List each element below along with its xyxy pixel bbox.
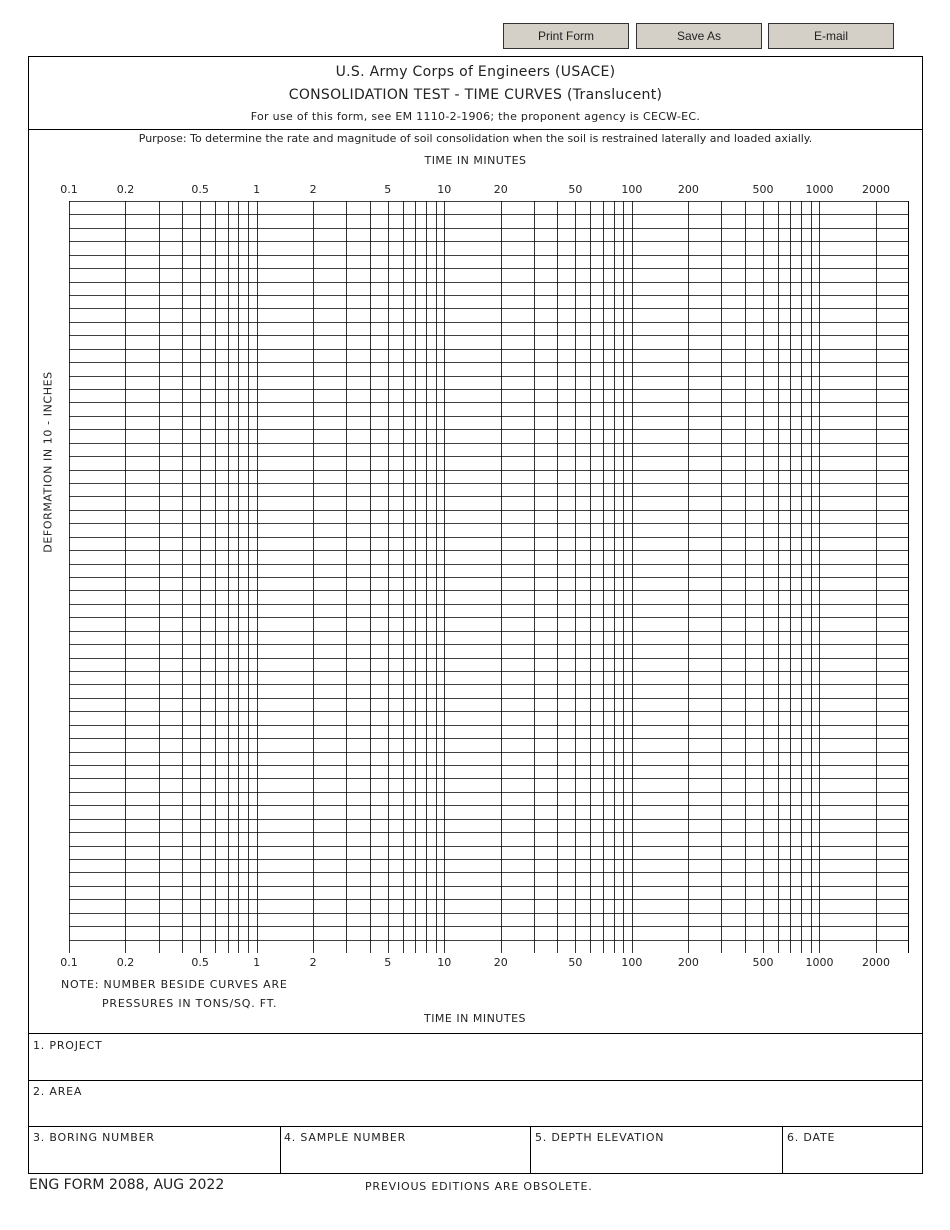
x-axis-title-bottom: TIME IN MINUTES — [423, 1012, 527, 1025]
header-divider — [29, 129, 922, 130]
fields-divider-2 — [29, 1126, 922, 1127]
x-tick-label: 0.2 — [116, 956, 135, 969]
fields-top-divider — [29, 1033, 922, 1034]
x-tick-label: 2000 — [861, 956, 890, 969]
x-tick-label: 0.1 — [60, 956, 78, 969]
fields-divider-1 — [29, 1080, 922, 1081]
obsolete-notice: PREVIOUS EDITIONS ARE OBSOLETE. — [365, 1180, 593, 1193]
x-tick-label: 10 — [437, 956, 452, 969]
x-tick-label: 20 — [493, 956, 508, 969]
plot-grid — [69, 201, 909, 953]
x-tick-label: 0.2 — [116, 183, 135, 196]
save-as-button[interactable]: Save As — [636, 23, 762, 49]
boring-number-field[interactable]: 3. BORING NUMBER — [33, 1131, 155, 1144]
x-tick-label: 50 — [568, 183, 583, 196]
x-tick-label: 1 — [253, 956, 261, 969]
print-form-button[interactable]: Print Form — [503, 23, 629, 49]
x-tick-label: 20 — [493, 183, 508, 196]
x-tick-label: 0.5 — [191, 183, 209, 196]
x-tick-label: 0.5 — [191, 956, 209, 969]
purpose-text: Purpose: To determine the rate and magnitude of soil consolidation when the soil is restrained laterally and loaded axially. — [138, 132, 813, 145]
x-tick-label: 100 — [621, 183, 643, 196]
agency-name: U.S. Army Corps of Engineers (USACE) — [335, 64, 616, 80]
x-tick-label: 2 — [309, 956, 317, 969]
x-tick-label: 5 — [384, 956, 392, 969]
x-tick-label: 2000 — [861, 183, 890, 196]
note-line-1: NOTE: NUMBER BESIDE CURVES ARE — [61, 978, 288, 991]
note-line-2: PRESSURES IN TONS/SQ. FT. — [102, 997, 278, 1010]
x-tick-label: 50 — [568, 956, 583, 969]
x-axis-title-top: TIME IN MINUTES — [424, 154, 527, 167]
x-tick-label: 500 — [752, 956, 774, 969]
x-tick-label: 1000 — [805, 956, 834, 969]
x-tick-label: 500 — [752, 183, 774, 196]
date-field[interactable]: 6. DATE — [787, 1131, 836, 1144]
x-tick-label: 1 — [253, 183, 261, 196]
email-button[interactable]: E-mail — [768, 23, 894, 49]
form-title: CONSOLIDATION TEST - TIME CURVES (Translucent) — [288, 87, 663, 103]
x-tick-label: 5 — [384, 183, 392, 196]
x-tick-label: 1000 — [805, 183, 834, 196]
area-field[interactable]: 2. AREA — [33, 1085, 83, 1098]
project-field[interactable]: 1. PROJECT — [33, 1039, 103, 1052]
field-separator-2 — [530, 1126, 531, 1173]
field-separator-1 — [280, 1126, 281, 1173]
x-tick-label: 200 — [677, 183, 699, 196]
depth-elevation-field[interactable]: 5. DEPTH ELEVATION — [535, 1131, 665, 1144]
x-tick-label: 100 — [621, 956, 643, 969]
x-tick-label: 0.1 — [60, 183, 78, 196]
field-separator-3 — [782, 1126, 783, 1173]
x-tick-label: 200 — [677, 956, 699, 969]
usage-note: For use of this form, see EM 1110-2-1906; the proponent agency is CECW-EC. — [250, 110, 701, 123]
form-id: ENG FORM 2088, AUG 2022 — [29, 1177, 225, 1193]
x-tick-label: 2 — [309, 183, 317, 196]
sample-number-field[interactable]: 4. SAMPLE NUMBER — [284, 1131, 407, 1144]
y-axis-title: DEFORMATION IN 10 - INCHES — [41, 371, 55, 553]
x-tick-label: 10 — [437, 183, 452, 196]
